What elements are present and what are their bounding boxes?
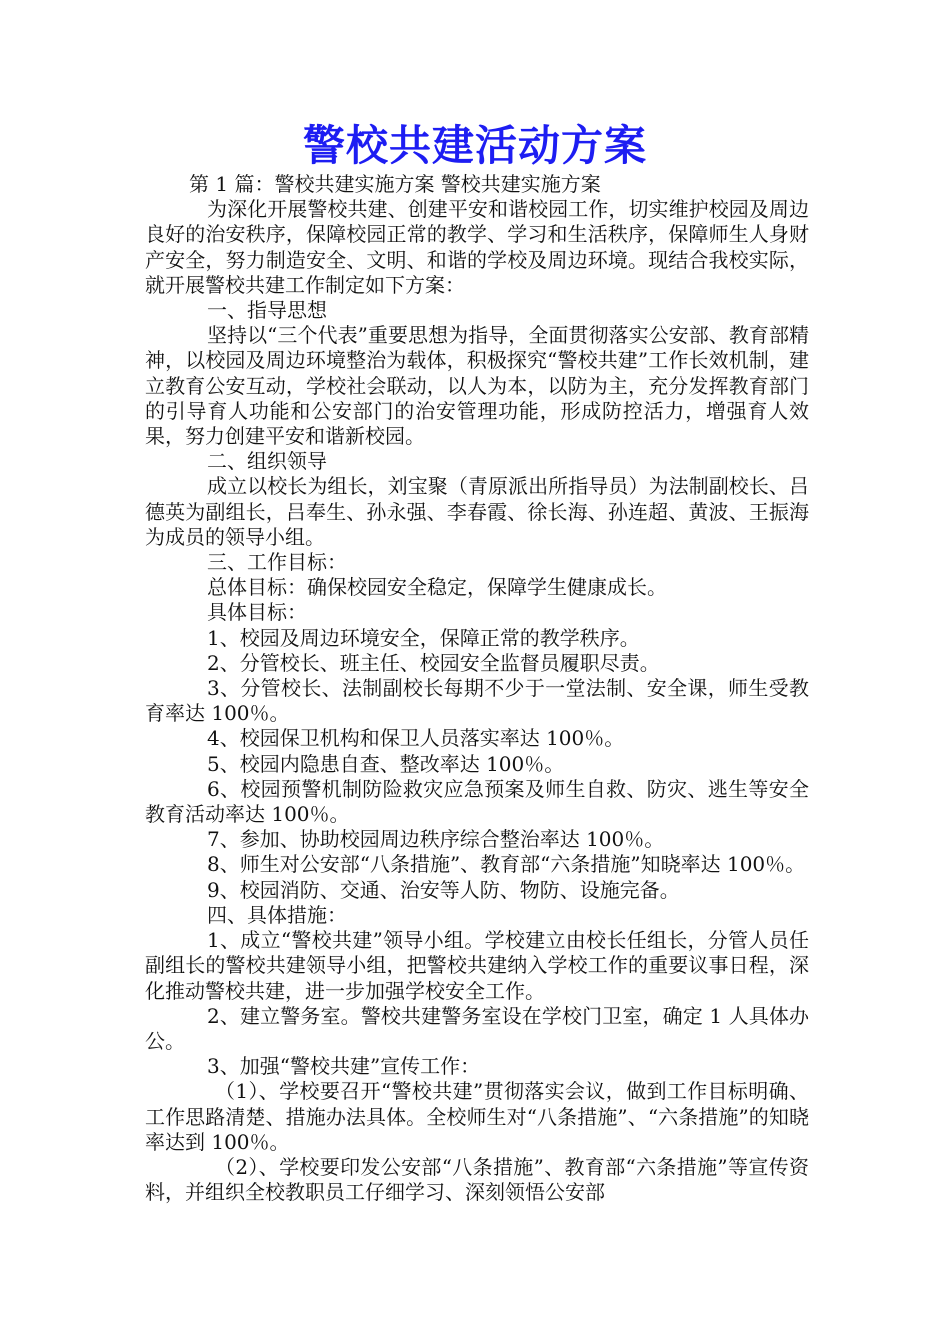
paragraph-intro: 为深化开展警校共建、创建平安和谐校园工作，切实维护校园及周边良好的治安秩序，保障校园正常的教学、学习和生活秩序，保障师生人身财产安全，努力制造安全、文明、和谐的学校及周边环境。现结合我校实际，就开展警校共建工作制定如下方案： [145, 197, 809, 297]
list-item-goal-5: 5、校园内隐患自查、整改率达 100％。 [207, 751, 565, 776]
list-item-measure-2: 2、建立警务室。警校共建警务室设在学校门卫室，确定 1 人具体办公。 [145, 1003, 809, 1053]
document-body [145, 172, 809, 1205]
list-item-goal-2: 2、分管校长、班主任、校园安全监督员履职尽责。 [207, 650, 660, 675]
list-item-goal-3: 3、分管校长、法制副校长每期不少于一堂法制、安全课，师生受教育率达 100％。 [145, 676, 809, 726]
paragraph-overall-goal: 总体目标：确保校园安全稳定，保障学生健康成长。 [207, 575, 667, 600]
heading-specific-goals: 具体目标： [207, 600, 307, 625]
list-item-measure-1: 1、成立“警校共建”领导小组。学校建立由校长任组长，分管人员任副组长的警校共建领导小组，把警校共建纳入学校工作的重要议事日程，深化推动警校共建，进一步加强学校安全工作。 [145, 928, 809, 1003]
heading-work-goals: 三、工作目标： [207, 550, 347, 575]
doc-subtitle: 第 1 篇：警校共建实施方案 警校共建实施方案 [189, 172, 601, 196]
sub-item-measure-3-1: （1）、学校要召开“警校共建”贯彻落实会议，做到工作目标明确、工作思路清楚、措施办法具体。全校师生对“八条措施”、“六条措施”的知晓率达到 100％。 [145, 1079, 809, 1154]
list-item-goal-4: 4、校园保卫机构和保卫人员落实率达 100％。 [207, 726, 625, 751]
list-item-goal-1: 1、校园及周边环境安全，保障正常的教学秩序。 [207, 625, 640, 650]
list-item-goal-7: 7、参加、协助校园周边秩序综合整治率达 100％。 [207, 827, 665, 852]
paragraph-guiding-ideology: 坚持以“三个代表”重要思想为指导，全面贯彻落实公安部、教育部精神，以校园及周边环境整治为载体，积极探究“警校共建”工作长效机制，建立教育公安互动，学校社会联动，以人为本，以防为主，充分发挥教育部门的引导育人功能和公安部门的治安管理功能，形成防控活力，增强育人效果，努力创建平安和谐新校园。 [145, 323, 809, 449]
list-item-goal-6: 6、校园预警机制防险救灾应急预案及师生自救、防灾、逃生等安全教育活动率达 100％。 [145, 776, 809, 827]
paragraph-organization: 成立以校长为组长，刘宝聚（青原派出所指导员）为法制副校长、吕德英为副组长，吕奉生、孙永强、李春霞、徐长海、孙连超、黄波、王振海为成员的领导小组。 [145, 474, 809, 549]
list-item-measure-3: 3、加强“警校共建”宣传工作： [207, 1054, 481, 1079]
heading-measures: 四、具体措施： [207, 902, 347, 927]
document-title: 警校共建活动方案 [302, 121, 647, 170]
list-item-goal-9: 9、校园消防、交通、治安等人防、物防、设施完备。 [207, 877, 680, 902]
sub-item-measure-3-2: （2）、学校要印发公安部“八条措施”、教育部“六条措施”等宣传资料，并组织全校教职员工仔细学习、深刻领悟公安部 [145, 1154, 809, 1205]
heading-guiding-ideology: 一、指导思想 [207, 298, 327, 323]
heading-organization: 二、组织领导 [207, 449, 327, 474]
list-item-goal-8: 8、师生对公安部“八条措施”、教育部“六条措施”知晓率达 100％。 [207, 852, 806, 877]
